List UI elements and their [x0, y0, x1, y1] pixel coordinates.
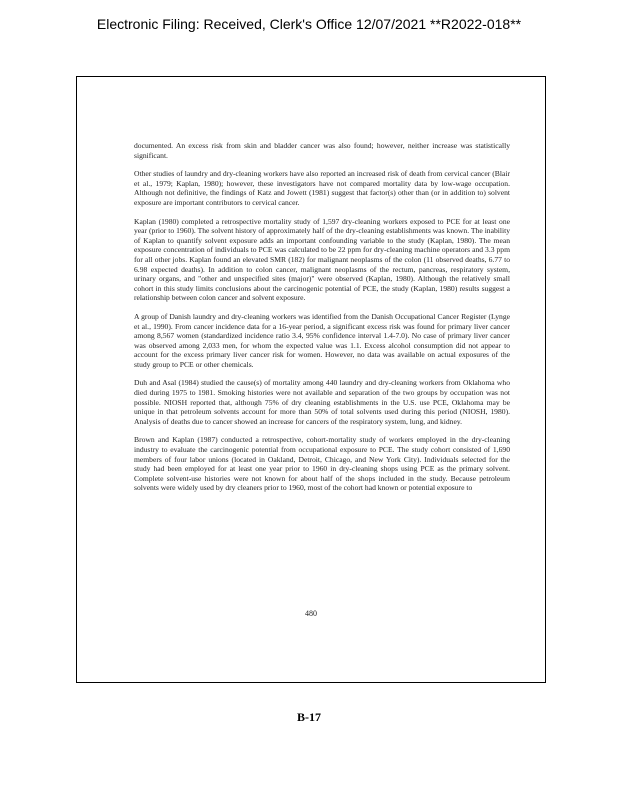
paragraph: A group of Danish laundry and dry-cleaning workers was identified from the Danish Occupational Cancer Register (Lynge et al., 1990). From cancer incidence data for a 16-year period, a significant excess risk was found for primary liver cancer among 8,567 women (standardized incidence ratio 3.4, 95% confidence interval 1.4-7.0). No case of primary liver cancer was observed among 2,033 men, for whom the expected value was 1.1. Excess alcohol consumption did not appear to account for the excess primary liver cancer risk for women. However, no data was available on actual exposures of the study group to PCE or other chemicals.: [134, 311, 510, 369]
paragraph: Other studies of laundry and dry-cleaning workers have also reported an increased risk of death from cervical cancer (Blair et al., 1979; Kaplan, 1980); however, these investigators have not compared mortality data by low-wage occupation. Although not definitive, the findings of Katz and Jowett (1981) suggest that factor(s) other than (or in addition to) solvent exposure are important contributors to cervical cancer.: [134, 169, 510, 207]
scanned-page: [76, 76, 546, 683]
paragraph: documented. An excess risk from skin and bladder cancer was also found; however, neither increase was statistically significant.: [134, 141, 510, 160]
page-label: B-17: [297, 710, 321, 724]
paragraph: Kaplan (1980) completed a retrospective mortality study of 1,597 dry-cleaning workers exposed to PCE for at least one year (prior to 1960). The solvent history of approximately half of the dry-cleaning establishments was known. The inability of Kaplan to quantify solvent exposure adds an important confounding variable to the study (Kaplan, 1980). The mean exposure concentration of individuals to PCE was calculated to be 22 ppm for dry-cleaning machine operators and 3.3 ppm for all other jobs. Kaplan found an elevated SMR (182) for malignant neoplasms of the colon (11 observed deaths, 6.77 to 6.98 expected deaths). In addition to colon cancer, malignant neoplasms of the rectum, pancreas, respiratory system, urinary organs, and "other and unspecified sites (major)" were observed (Kaplan, 1980). Although the relatively small cohort in this study limits conclusions about the carcinogenic potential of PCE, the study (Kaplan, 1980) results suggest a relationship between colon cancer and solvent exposure.: [134, 216, 510, 303]
paragraph: Duh and Asal (1984) studied the cause(s) of mortality among 440 laundry and dry-cleaning workers from Oklahoma who died during 1975 to 1981. Smoking histories were not available and separation of the two groups by occupation was not possible. NIOSH reported that, although 75% of dry cleaning establishments in the U.S. use PCE, Oklahoma may be unique in that petroleum solvents account for more than 50% of total solvents used during this period (NIOSH, 1980). Analysis of deaths due to cancer showed an increase for cancers of the respiratory system, lung, and kidney.: [134, 378, 510, 426]
scan-page-number: 480: [305, 609, 317, 618]
paragraph: Brown and Kaplan (1987) conducted a retrospective, cohort-mortality study of workers employed in the dry-cleaning industry to evaluate the carcinogenic potential from occupational exposure to PCE. The study cohort consisted of 1,690 members of four labor unions (located in Oakland, Detroit, Chicago, and New York City). Individuals selected for the study had been employed for at least one year prior to 1960 in dry-cleaning shops using PCE as the primary solvent. Complete solvent-use histories were not known for about half of the shops included in the study. Because petroleum solvents were widely used by dry cleaners prior to 1960, most of the cohort had known or potential exposure to: [134, 435, 510, 493]
scanned-text-body: [134, 141, 510, 502]
filing-header: Electronic Filing: Received, Clerk's Office 12/07/2021 **R2022-018**: [96, 16, 522, 32]
